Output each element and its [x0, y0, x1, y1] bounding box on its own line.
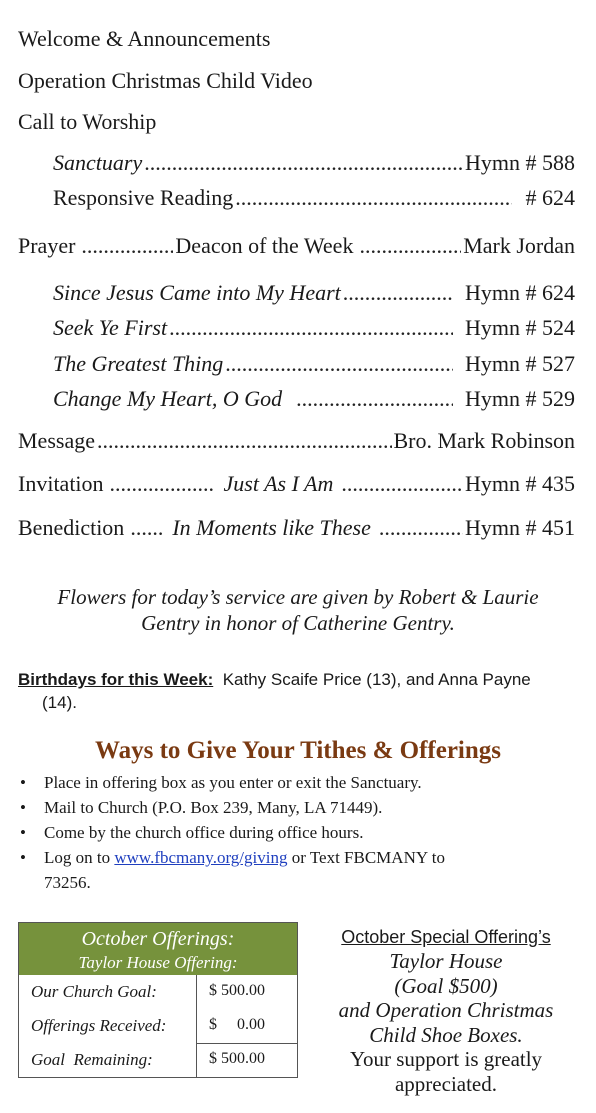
list-item: • Place in offering box as you enter or exit the Sanctuary.	[18, 770, 578, 795]
message-row	[18, 428, 575, 454]
sanctuary-label: Sanctuary	[53, 150, 143, 175]
leader-dots	[359, 233, 461, 259]
invitation-label: Invitation	[18, 471, 104, 496]
hymn-number: Hymn # 624	[465, 280, 575, 305]
message-label: Message	[18, 428, 95, 453]
leader-dots	[225, 351, 453, 377]
leader-dots	[379, 515, 463, 541]
special-line: Your support is greatly	[349, 1047, 543, 1071]
special-offering-note	[310, 925, 582, 1096]
leader-dots	[144, 150, 463, 176]
sanctuary-hymn: Hymn # 588	[465, 150, 575, 175]
list-item: • Come by the church office during office hours.	[18, 820, 578, 845]
row-label: Our Church Goal:	[31, 982, 157, 1001]
special-offering-heading: October Special Offering’s	[341, 927, 551, 947]
welcome-announcements: Welcome & Announcements	[18, 26, 271, 51]
leader-dots	[97, 428, 392, 454]
leader-dots	[169, 315, 453, 341]
table-row	[19, 1043, 297, 1077]
online-suffix: or Text FBCMANY to	[291, 848, 445, 867]
responsive-reading-label: Responsive Reading	[53, 185, 234, 210]
benediction-row	[18, 515, 575, 541]
call-to-worship: Call to Worship	[18, 109, 157, 134]
list-item	[18, 845, 578, 895]
flowers-line: Gentry in honor of Catherine Gentry.	[141, 611, 455, 635]
row-value: $ 0.00	[209, 1016, 265, 1033]
ways-to-give-list	[18, 770, 578, 895]
row-label: Goal Remaining:	[31, 1050, 153, 1069]
invitation-row	[18, 471, 575, 497]
special-line: (Goal $500)	[394, 973, 498, 998]
row-value: $ 500.00	[209, 982, 265, 999]
christmas-child-video: Operation Christmas Child Video	[18, 68, 313, 93]
offerings-title: October Offerings:	[81, 928, 235, 950]
leader-dots	[81, 233, 173, 259]
birthdays-heading: Birthdays for this Week:	[18, 670, 214, 689]
special-line: and Operation Christmas	[338, 998, 554, 1022]
hymn-row	[53, 280, 575, 306]
leader-dots	[296, 386, 453, 412]
message-speaker: Bro. Mark Robinson	[393, 428, 575, 453]
benediction-label: Benediction	[18, 515, 125, 540]
leader-dots	[130, 515, 162, 541]
hymn-row	[53, 351, 575, 377]
hymn-title: Since Jesus Came into My Heart	[53, 280, 341, 305]
benediction-hymn: Hymn # 451	[465, 515, 575, 540]
sanctuary-row	[53, 150, 575, 176]
row-value: $ 500.00	[209, 1050, 265, 1067]
ways-to-give-title: Ways to Give Your Tithes & Offerings	[94, 737, 502, 764]
birthdays-section	[18, 668, 578, 714]
table-row	[19, 1009, 297, 1043]
birthdays-names: Kathy Scaife Price (13), and Anna Payne	[222, 670, 531, 689]
responsive-reading-row	[53, 185, 575, 211]
leader-dots	[341, 471, 463, 497]
online-prefix: Log on to	[44, 848, 111, 867]
hymn-title: The Greatest Thing	[53, 351, 224, 376]
offerings-header	[19, 923, 297, 975]
october-offerings-table	[18, 922, 298, 1078]
offerings-subtitle: Taylor House Offering:	[78, 953, 238, 972]
hymn-number: Hymn # 529	[465, 386, 575, 411]
flowers-line: Flowers for today’s service are given by Robert & Laurie	[57, 585, 539, 609]
prayer-deacon: Deacon of the Week	[175, 233, 354, 258]
table-row	[19, 975, 297, 1009]
invitation-hymn: Hymn # 435	[465, 471, 575, 496]
text-number: 73256.	[44, 873, 91, 892]
list-item: • Mail to Church (P.O. Box 239, Many, LA 71449).	[18, 795, 578, 820]
special-line: appreciated.	[394, 1071, 498, 1096]
hymn-row	[53, 315, 575, 341]
benediction-song: In Moments like These	[172, 515, 371, 540]
hymn-row	[53, 386, 575, 412]
flowers-note	[20, 584, 576, 636]
prayer-label: Prayer	[18, 233, 76, 258]
hymn-title: Seek Ye First	[53, 315, 168, 340]
prayer-person: Mark Jordan	[463, 233, 575, 258]
prayer-row	[18, 233, 575, 259]
row-label: Offerings Received:	[31, 1016, 167, 1035]
leader-dots	[110, 471, 214, 497]
leader-dots	[235, 185, 511, 211]
hymn-number: Hymn # 527	[465, 351, 575, 376]
responsive-reading-number: # 624	[525, 185, 575, 210]
special-line: Taylor House	[389, 949, 503, 973]
birthdays-names-cont: (14).	[42, 693, 77, 712]
giving-link[interactable]: www.fbcmany.org/giving	[114, 848, 288, 867]
hymn-title: Change My Heart, O God	[53, 386, 283, 411]
invitation-song: Just As I Am	[223, 471, 334, 496]
hymn-number: Hymn # 524	[465, 315, 575, 340]
special-line: Child Shoe Boxes.	[369, 1022, 523, 1047]
leader-dots	[343, 280, 453, 306]
